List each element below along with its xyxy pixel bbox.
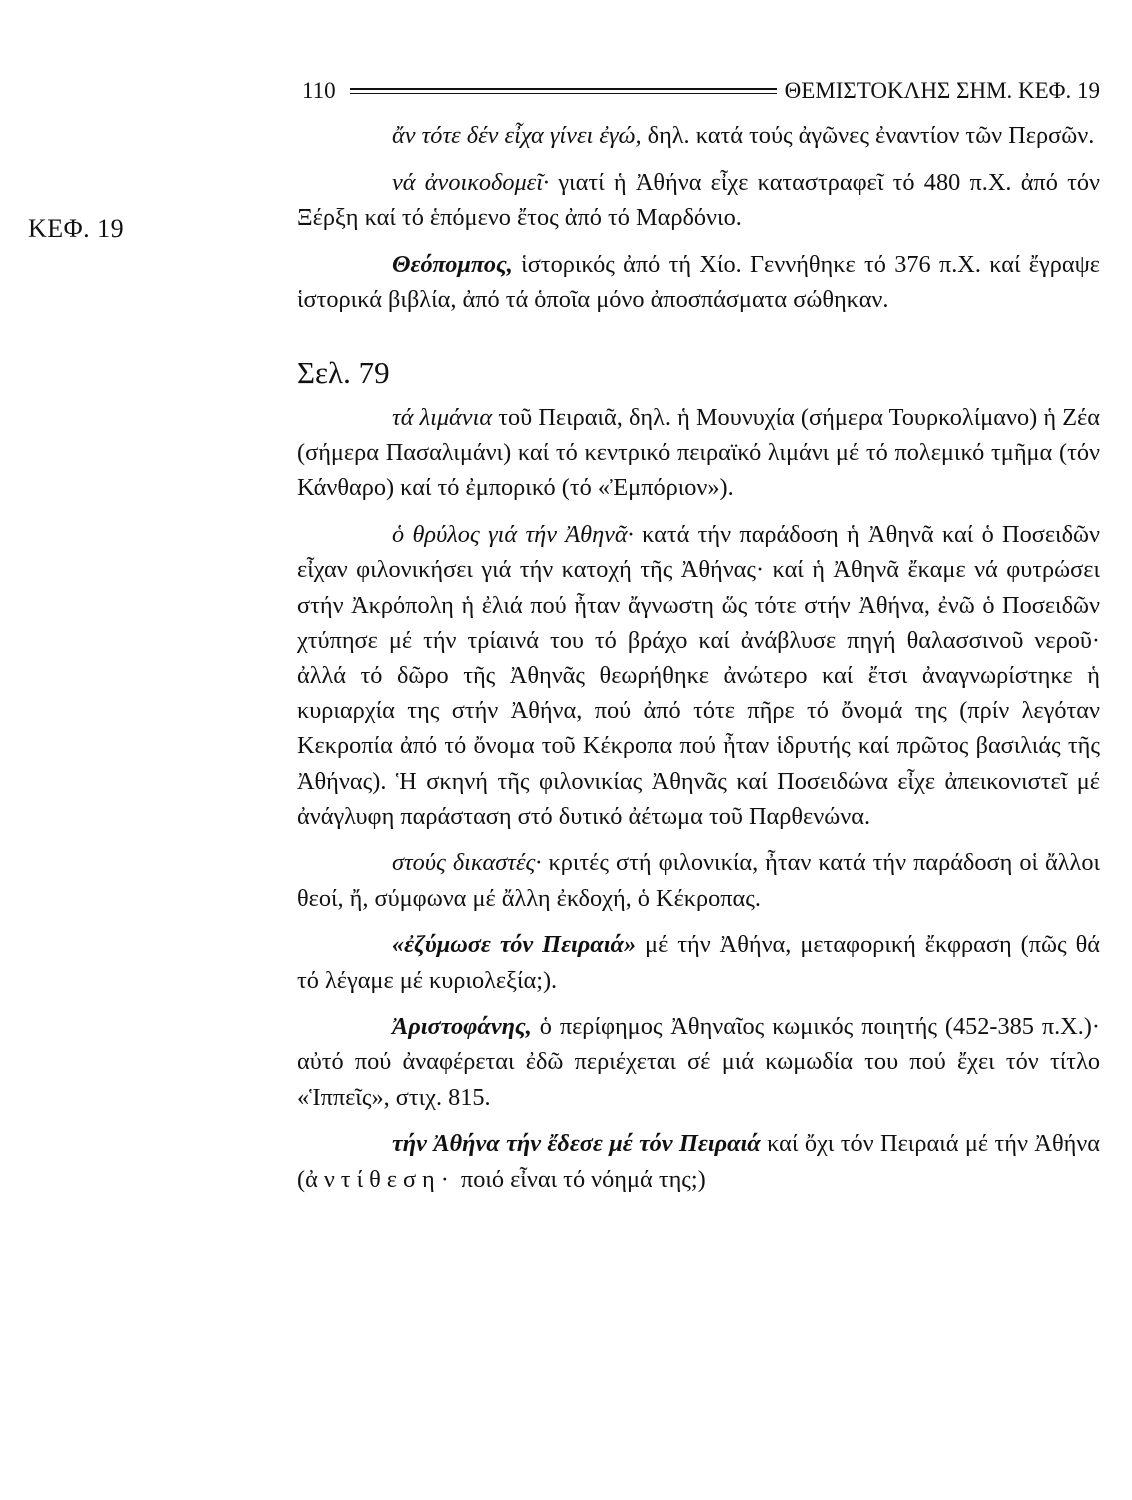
note-spaced-word: ἀντίθεση·: [305, 1165, 455, 1193]
note-text: γιατί ἡ Ἀθήνα εἶχε καταστραφεῖ τό 480 π.Χ. ἀπό τόν Ξέρξη καί τό ἑπόμενο ἔτος ἀπό τό Μαρδόνιο.: [297, 168, 1100, 231]
note-text: καί ὄχι τόν Πειραιά μέ τήν Ἀθήνα (: [297, 1130, 1100, 1193]
note-lemma: «ἐζύμωσε τόν Πειραιά»: [392, 931, 637, 959]
note-paragraph: [297, 517, 1100, 834]
note-paragraph: [297, 1126, 1100, 1196]
note-lemma: ὁ θρύλος γιά τήν Ἀθηνᾶ·: [392, 521, 634, 549]
running-header: [302, 74, 1100, 108]
note-lemma: τήν Ἀθήνα τήν ἔδεσε μέ τόν Πειραιά: [392, 1130, 761, 1158]
note-lemma: Θεόπομπος,: [392, 250, 513, 278]
commentary-body: [297, 118, 1100, 1208]
note-paragraph: [297, 118, 1100, 153]
page-number: 110: [302, 78, 336, 103]
header-rule: [350, 88, 777, 94]
note-lemma: στούς δικαστές·: [392, 849, 542, 877]
note-paragraph: [297, 247, 1100, 317]
note-paragraph: [297, 400, 1100, 506]
note-text: ὁ περίφημος Ἀθηναῖος κωμικός ποιητής (452-385 π.Χ.)· αὐτό πού ἀναφέρεται ἐδῶ περιέχεται σέ μιά κωμωδία του πού ἔχει τόν τίτλο «Ἱππεῖς», στιχ. 815.: [297, 1013, 1100, 1111]
note-text: ἱστορικός ἀπό τή Χίο. Γεννήθηκε τό 376 π.Χ. καί ἔγραψε ἱστορικά βιβλία, ἀπό τά ὁποῖα μόνο ἀποσπάσματα σώθηκαν.: [297, 250, 1100, 313]
note-lemma: νά ἀνοικοδομεῖ·: [392, 168, 550, 196]
note-paragraph: [297, 165, 1100, 235]
note-text: μέ τήν Ἀθήνα, μεταφορική ἔκφραση (πῶς θά τό λέγαμε μέ κυριολεξία;).: [297, 931, 1100, 994]
note-paragraph: [297, 927, 1100, 997]
note-lemma: τά λιμάνια: [392, 404, 493, 432]
note-paragraph: [297, 1009, 1100, 1115]
section-heading: Σελ. 79: [297, 355, 390, 391]
note-lemma: Ἀριστοφάνης,: [392, 1013, 532, 1041]
note-text: κριτές στή φιλονικία, ἦταν κατά τήν παράδοση οἱ ἄλλοι θεοί, ἤ, σύμφωνα μέ ἄλλη ἐκδοχή, ὁ Κέκροπας.: [297, 849, 1100, 912]
running-title: ΘΕΜΙΣΤΟΚΛΗΣ ΣΗΜ. ΚΕΦ. 19: [784, 78, 1100, 103]
note-lemma: ἄν τότε δέν εἶχα γίνει ἐγώ,: [392, 122, 642, 149]
note-text: κατά τήν παράδοση ἡ Ἀθηνᾶ καί ὁ Ποσειδῶν εἶχαν φιλονικήσει γιά τήν κατοχή τῆς Ἀθήνας· καί ἡ Ἀθηνᾶ ἔκαμε νά φυτρώσει στήν Ἀκρόπολη ἡ ἐλιά πού ἦταν ἄγνωστη ὥς τότε στήν Ἀθήνα, ἐνῶ ὁ Ποσειδῶν χτύπησε μέ τήν τρίαινά του τό βράχο καί ἀνάβλυσε πηγή θαλασσινοῦ νεροῦ· ἀλλά τό δῶρο τῆς Ἀθηνᾶς θεωρήθηκε ἀνώτερο καί ἔτσι ἀναγνωρίστηκε ἡ κυριαρχία της στήν Ἀθήνα, πού ἀπό τότε πῆρε τό ὄνομά της (πρίν λεγόταν Κεκροπία ἀπό τό ὄνομα τοῦ Κέκροπα πού ἦταν ἱδρυτής καί πρῶτος βασιλιάς τῆς Ἀθήνας). Ἡ σκηνή τῆς φιλονικίας Ἀθηνᾶς καί Ποσειδώνα εἶχε ἀπεικονιστεῖ μέ ἀνάγλυφη παράσταση στό δυτικό ἀέτωμα τοῦ Παρθενώνα.: [297, 521, 1100, 830]
chapter-side-label: ΚΕΦ. 19: [28, 214, 125, 243]
note-paragraph: [297, 845, 1100, 915]
note-text: τοῦ Πειραιᾶ, δηλ. ἡ Μουνυχία (σήμερα Τουρκολίμανο) ἡ Ζέα (σήμερα Πασαλιμάνι) καί τό κεντρικό πειραϊκό λιμάνι μέ τό πολεμικό τμῆμα (τόν Κάνθαρο) καί τό ἐμπορικό (τό «Ἐμπόριον»).: [297, 404, 1100, 502]
note-text: δηλ. κατά τούς ἀγῶνες ἐναντίον τῶν Περσῶν.: [641, 122, 1095, 149]
note-tail: ποιό εἶναι τό νόημά της;): [454, 1165, 706, 1193]
